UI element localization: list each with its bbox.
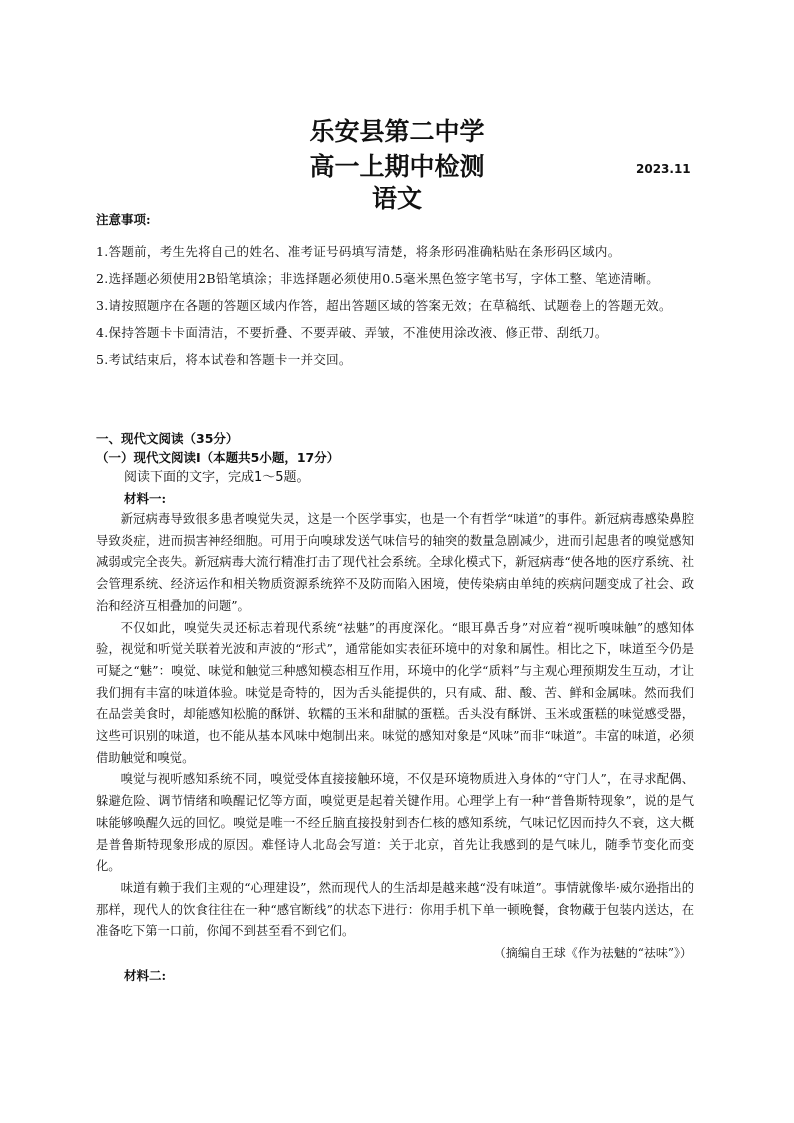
notice-item: 5.考试结束后，将本试卷和答题卡一并交回。 (96, 352, 352, 367)
reading-instruction: 阅读下面的文字，完成1～5题。 (124, 470, 310, 485)
subsection-heading: （一）现代文阅读Ⅰ（本题共5小题，17分） (96, 450, 340, 465)
paragraph: 嗅觉与视听感知系统不同，嗅觉受体直接接触环境，不仅是环境物质进入身体的“守门人”，在寻求配偶、躲避危险、调节情绪和唤醒记忆等方面，嗅觉更是起着关键作用。心理学上有一种“普鲁斯特现象”，说的是气味能够唤醒久远的回忆。嗅觉是唯一不经丘脑直接投射到杏仁核的感知系统，气味记忆因而持久不衰，这大概是普鲁斯特现象形成的原因。难怪诗人北岛会写道：关于北京，首先让我感到的是气味儿，随季节变化而变化。 (96, 772, 694, 874)
notice-heading: 注意事项: (96, 212, 151, 227)
section-heading: 一、现代文阅读（35分） (96, 431, 239, 446)
notice-list (96, 238, 696, 373)
material-2-label: 材料二: (124, 968, 167, 983)
notice-item: 2.选择题必须使用2B铅笔填涂；非选择题必须使用0.5毫米黑色签字笔书写，字体工整、笔迹清晰。 (96, 271, 660, 286)
material-1-label: 材料一: (124, 491, 167, 506)
notice-item: 3.请按照题序在各题的答题区域内作答，超出答题区域的答案无效；在草稿纸、试题卷上的答题无效。 (96, 298, 672, 313)
subject-title: 语文 (371, 184, 422, 213)
notice-item: 4.保持答题卡卡面清洁，不要折叠、不要弄破、弄皱，不准使用涂改液、修正带、刮纸刀。 (96, 325, 608, 340)
paragraph: 味道有赖于我们主观的“心理建设”，然而现代人的生活却是越来越“没有味道”。事情就像毕·威尔逊指出的那样，现代人的饮食往往在一种“感官断线”的状态下进行：你用手机下单一顿晚餐，食物藏于包装内送达，在准备吃下第一口前，你闻不到甚至看不到它们。 (96, 880, 694, 939)
paragraph: 新冠病毒导致很多患者嗅觉失灵，这是一个医学事实，也是一个有哲学“味道”的事件。新冠病毒感染鼻腔导致炎症，进而损害神经细胞。可用于向嗅球发送气味信号的轴突的数量急剧减少，进而引起患者的嗅觉感知减弱或完全丧失。新冠病毒大流行精准打击了现代社会系统。全球化模式下，新冠病毒“使各地的医疗系统、社会管理系统、经济运作和相关物质资源系统猝不及防而陷入困境，使传染病由单纯的疾病问题变成了社会、政治和经济互相叠加的问题”。 (96, 512, 694, 613)
notice-item: 1.答题前，考生先将自己的姓名、准考证号码填写清楚，将条形码准确粘贴在条形码区域内。 (96, 244, 621, 259)
exam-date: 2023.11 (636, 162, 691, 176)
school-name: 乐安县第二中学 (309, 117, 485, 146)
exam-title: 高一上期中检测 (309, 152, 485, 181)
material-1-source: （摘编自王球《作为祛魅的“祛味”》） (493, 946, 692, 960)
paragraph: 不仅如此，嗅觉失灵还标志着现代系统“祛魅”的再度深化。“眼耳鼻舌身”对应着“视听嗅味触”的感知体验，视觉和听觉关联着光波和声波的“形式”，通常能如实表征环境中的对象和属性。相比之下，味道至今仍是可疑之“魅”：嗅觉、味觉和触觉三种感知模态相互作用，环境中的化学“质料”与主观心理预期发生互动，才让我们拥有丰富的味道体验。味觉是奇特的，因为舌头能提供的，只有咸、甜、酸、苦、鲜和金属味。然而我们在品尝美食时，却能感知松脆的酥饼、软糯的玉米和甜腻的蛋糕。舌头没有酥饼、玉米或蛋糕的味觉感受器，这些可识别的味道，也不能从基本风味中炮制出来。味觉的感知对象是“风味”而非“味道”。丰富的味道，必须借助触觉和嗅觉。 (96, 620, 694, 765)
material-1-text (96, 509, 694, 943)
